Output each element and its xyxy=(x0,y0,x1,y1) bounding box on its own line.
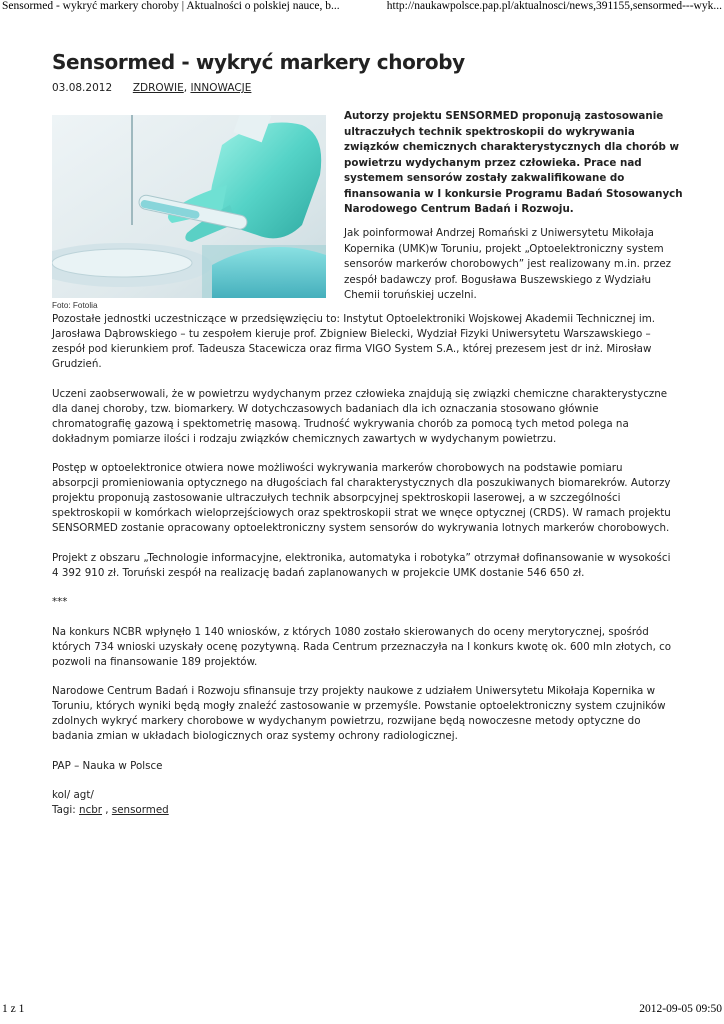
article-body xyxy=(52,312,672,818)
print-header-url: http://naukawpolsce.pap.pl/aktualnosci/news,391155,sensormed---wyk... xyxy=(386,0,722,12)
paragraph: Uczeni zaobserwowali, że w powietrzu wydychanym przez człowieka znajdują się związki chemiczne charakterystyczne dla danej choroby, tzw. biomarkery. W dotychczasowych badaniach dla ich oznaczania stosowano głównie chromatografię gazową i spektometrię masową. Trudność wykrywania chorób za pomocą tych metod polega na dokładnym pomiarze ilości i rodzaju związków chemicznych zawartych w wydychanym powietrzu. xyxy=(52,387,668,445)
signature: kol/ agt/ xyxy=(52,789,94,801)
page-number: 1 z 1 xyxy=(2,1003,25,1015)
article-title: Sensormed - wykryć markery choroby xyxy=(52,50,465,74)
print-header-title: Sensormed - wykryć markery choroby | Aktualności o polskiej nauce, b... xyxy=(2,0,340,12)
article-photo xyxy=(52,115,326,298)
tag-link-ncbr[interactable]: ncbr xyxy=(79,804,103,816)
article-date: 03.08.2012 xyxy=(52,82,113,94)
print-header xyxy=(0,0,724,14)
paragraph: Projekt z obszaru „Technologie informacyjne, elektronika, automatyka i robotyka” otrzymał dofinansowanie w wysokości 4 392 910 zł. Toruński zespół na realizację badań zaplanowanych w projekcie UMK dostanie 546 650 zł. xyxy=(52,551,671,579)
article-meta: 03.08.2012 ZDROWIE, INNOWACJE xyxy=(52,82,252,94)
paragraph: Pozostałe jednostki uczestniczące w przedsięwzięciu to: Instytut Optoelektroniki Wojskowej Akademii Technicznej im. Jarosława Dąbrowskiego – tu zespołem kieruje prof. Zbigniew Bielecki, Wydział Fizyki Uniwersytetu Warszawskiego – zespół pod kierunkiem prof. Tadeusza Stacewicza oraz firma VIGO System S.A., której prezesem jest dr inż. Mirosław Grudzień. xyxy=(52,313,656,370)
image-caption: Foto: Fotolia xyxy=(52,301,98,310)
separator: *** xyxy=(52,596,68,608)
article-intro: Jak poinformował Andrzej Romański z Uniwersytetu Mikołaja Kopernika (UMK)w Toruniu, projekt „Optoelektroniczny system sensorów markerów chorobowych” jest realizowany m.in. przez zespół badawczy prof. Bogusława Buszewskiego z Wydziału Chemii toruńskiej uczelni. xyxy=(344,227,672,301)
tag-link-sensormed[interactable]: sensormed xyxy=(111,804,169,816)
article-lead: Autorzy projektu SENSORMED proponują zastosowanie ultraczułych technik spektroskopii do wykrywania związków chemicznych charakterystycznych dla chorób w powietrzu wydychanym przez człowieka. Prace nad systemem sensorów zostały zakwalifikowane do finansowania w I konkursie Programu Badań Stosowanych Narodowego Centrum Badań i Rozwoju. xyxy=(344,110,683,215)
tags: Tagi: ncbr , sensormed xyxy=(52,804,169,816)
paragraph: Postęp w optoelektronice otwiera nowe możliwości wykrywania markerów chorobowych na podstawie pomiaru absorpcji promieniowania optycznego na długościach fal charakterystycznych dla poszukiwanych biomarekrów. Autorzy projektu proponują zastosowanie ultraczułych technik absorpcyjnej spektroskopii laserowej, a w szczególności spektroskopii w komórkach wieloprzejściowych oraz spektroskopii strat we wnęce optycznej (CRDS). W ramach projektu SENSORMED zostanie opracowany optoelektroniczny system sensorów do wykrywania lotnych markerów chorobowych. xyxy=(52,462,671,534)
paragraph: Narodowe Centrum Badań i Rozwoju sfinansuje trzy projekty naukowe z udziałem Uniwersytetu Mikołaja Kopernika w Toruniu, których wyniki będą mogły znaleźć zastosowanie w przemyśle. Powstanie optoelektroniczny system czujników zdolnych wykryć markery chorobowe w wydychanym powietrzu, rozwijane będą nowoczesne metody optyczne do badania zmian w układach biologicznych oraz systemy ochrony radiologicznej. xyxy=(52,685,666,742)
print-datetime: 2012-09-05 09:50 xyxy=(639,1003,722,1015)
category-link-innowacje[interactable]: INNOWACJE xyxy=(190,82,252,94)
tags-label: Tagi: xyxy=(52,804,76,816)
category-link-zdrowie[interactable]: ZDROWIE xyxy=(132,82,184,94)
paragraph: Na konkurs NCBR wpłynęło 1 140 wniosków, z których 1080 zostało skierowanych do oceny merytorycznej, spośród których 734 wnioski uzyskały ocenę pozytywną. Rada Centrum przeznaczyła na I konkurs kwotę ok. 600 mln złotych, co pozwoli na finansowanie 189 projektów. xyxy=(52,625,672,668)
source-line: PAP – Nauka w Polsce xyxy=(52,759,163,772)
